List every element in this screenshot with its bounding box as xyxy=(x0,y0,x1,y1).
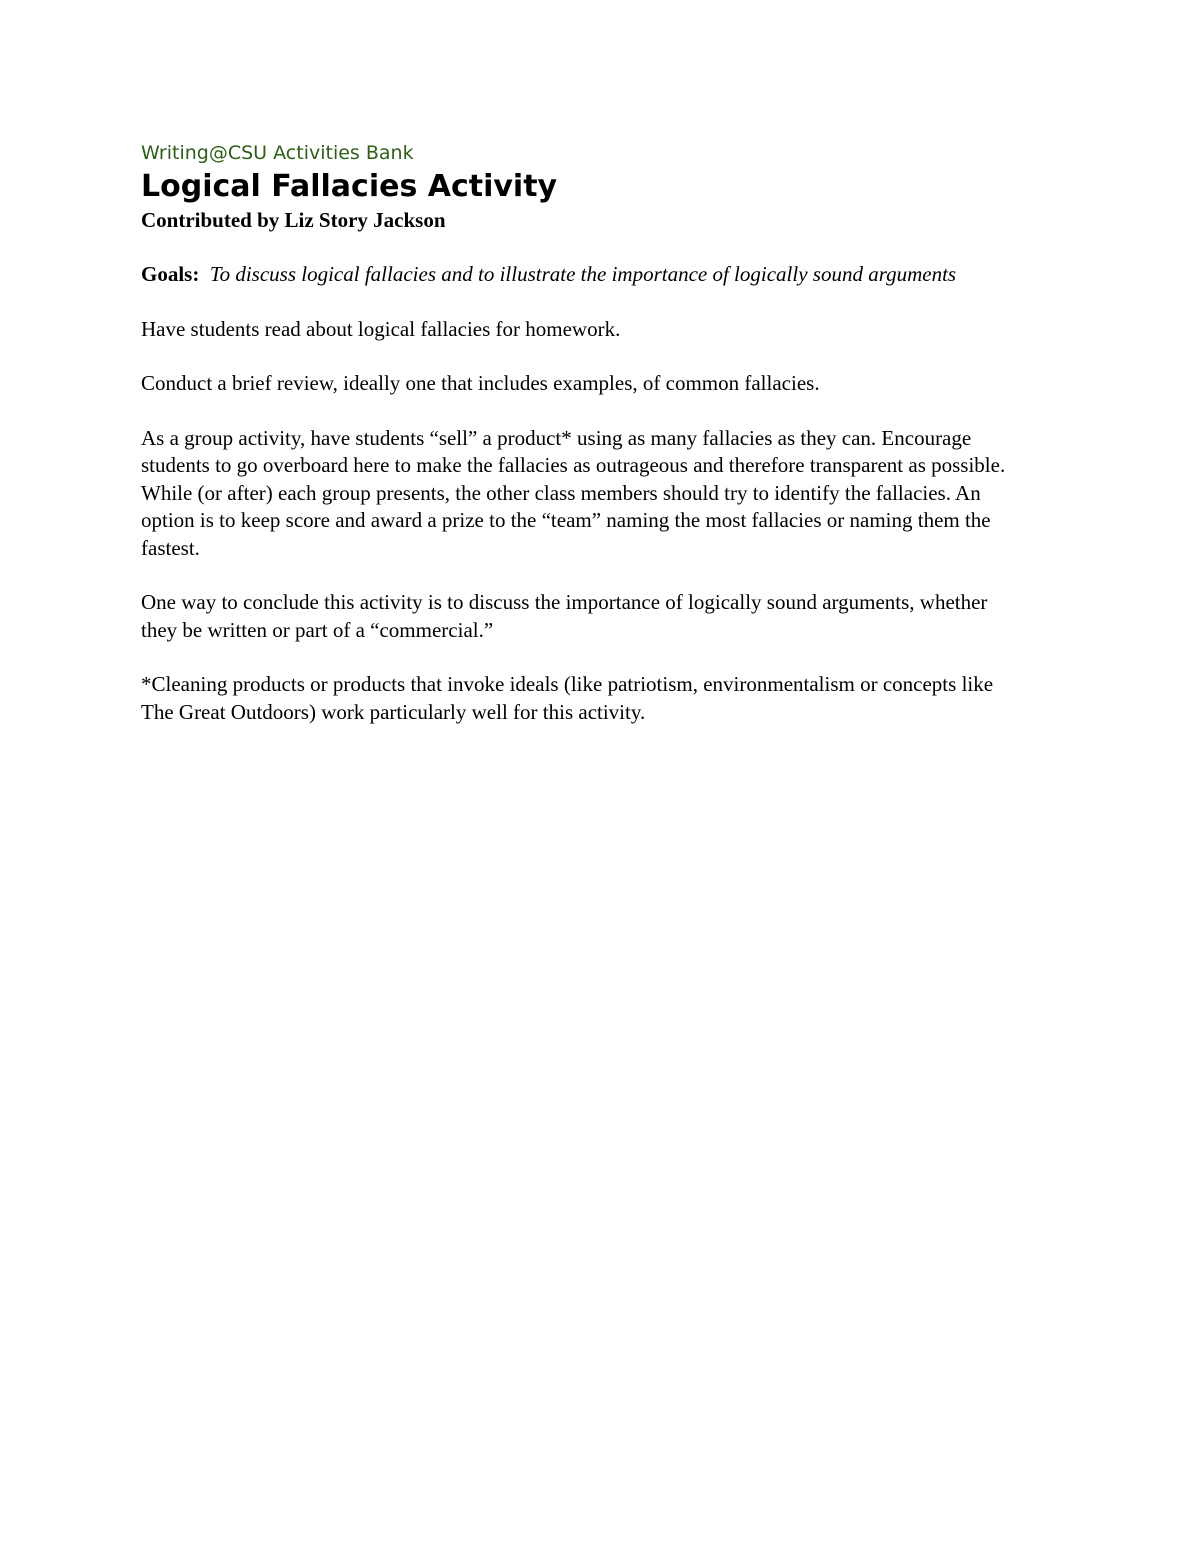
activities-bank-label: Writing@CSU Activities Bank xyxy=(141,142,414,164)
contributor-line: Contributed by Liz Story Jackson xyxy=(141,208,446,232)
document-page xyxy=(141,140,1021,726)
goals-text: To discuss logical fallacies and to illustrate the importance of logically sound arguments xyxy=(209,262,957,286)
paragraph-footnote: *Cleaning products or products that invoke ideals (like patriotism, environmentalism or concepts like The Great Outdoors) work particularly well for this activity. xyxy=(141,672,994,724)
paragraph-review: Conduct a brief review, ideally one that includes examples, of common fallacies. xyxy=(141,371,820,395)
goals-paragraph xyxy=(141,261,1021,289)
page-title: Logical Fallacies Activity xyxy=(141,169,558,204)
goals-label: Goals: xyxy=(141,262,200,286)
paragraph-conclusion: One way to conclude this activity is to discuss the importance of logically sound arguments, whether they be written or part of a “commercial.” xyxy=(141,590,988,642)
paragraph-homework: Have students read about logical fallacies for homework. xyxy=(141,316,621,341)
paragraph-group-activity: As a group activity, have students “sell” a product* using as many fallacies as they can. Encourage students to go overboard here to make the fallacies as outrageous and therefore transparent as possible. While (or after) each group presents, the other class members should try to identify the fallacies. An option is to keep score and award a prize to the “team” naming the most fallacies or naming them the fastest. xyxy=(141,425,1021,560)
